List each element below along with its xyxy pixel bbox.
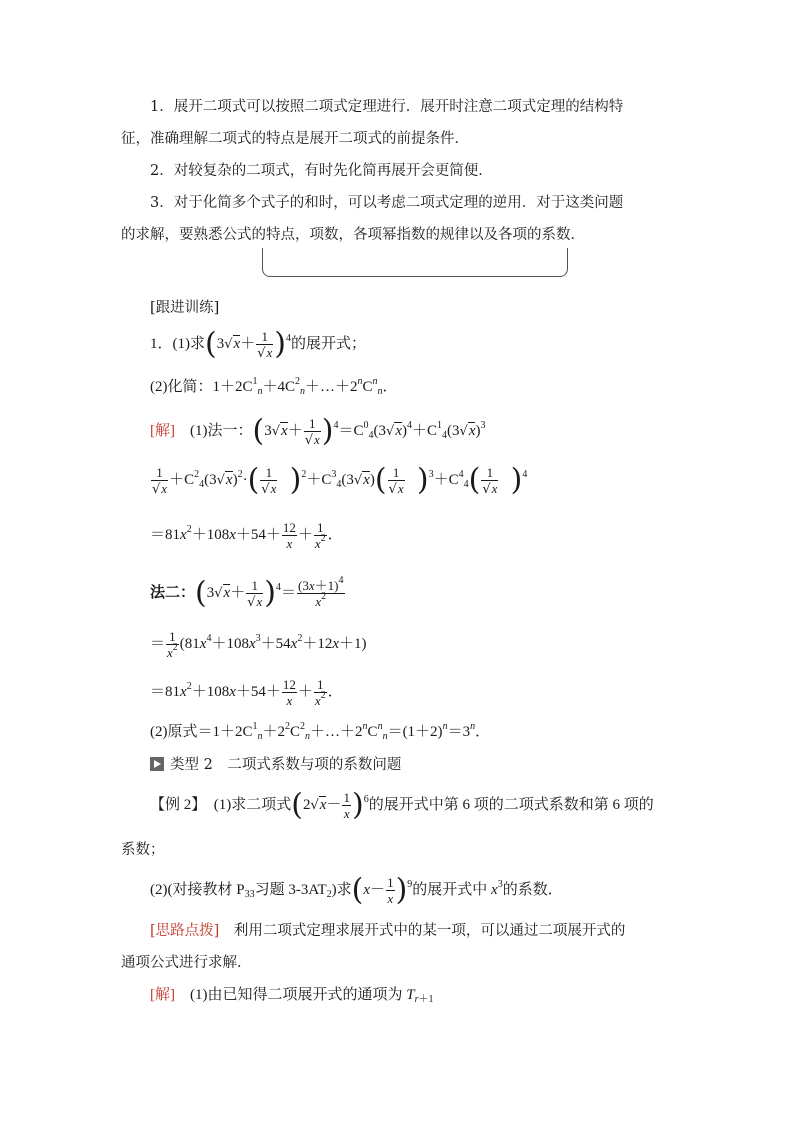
solution-method2: 法二：(3√x＋ $\frac{1}{√x}$ )$^4$＝ $\frac{(3x+1)^4}{x^2}$ — [150, 575, 344, 611]
solution-method1-line2: $\frac{1}{√x}$ $+C^2_4(3√x)^2\cdot$( $\frac{1}{√x}$ )$^2+C^3_4(3√x)$( $\frac{1}{√x}$ )$^3+C^4_4$( $\frac{1}{√x}$ )$^4$ — [152, 462, 528, 498]
example-q1: 【例 2】 (1)求二项式(2√x－ $\frac{1}{x}$ )$^6$的展开式中第 6 项的二项式系数和第 6 项的 — [150, 787, 654, 823]
solution-method2-result: $=81x^2+108x+54+$ $\frac{12}{x}$ ＋ $\frac{1}{x^2}$ ． — [150, 677, 343, 709]
example-tag: 【例 2】 — [150, 797, 199, 813]
summary-p1-line2: 征，准确理解二项式的特点是展开二项式的前提条件． — [121, 131, 469, 147]
training-q1-prefix: 1．(1)求 — [150, 336, 205, 352]
training-q1: 1．(1)求(3√x＋ $\frac{1}{√x}$ )$^4$的展开式； — [150, 326, 367, 362]
summary-bracket — [262, 248, 568, 277]
solution-part2: (2)原式$=1+2C^1_n+2^2C^2_n+\dots+2^nC^n_n=(1+2)^n=3^n$． — [150, 721, 491, 742]
solution-method2-line2: ＝ $\frac{1}{x^2}$ $(81x^4+108x^3+54x^2+12x+1)$ — [150, 629, 367, 661]
summary-p3-line1: 3．对于化简多个式子的和时，可以考虑二项式定理的逆用．对于这类问题 — [150, 195, 624, 211]
example-solution-tag: [解] — [150, 987, 175, 1003]
section-title: 类型 2 二项式系数与项的系数问题 — [170, 757, 402, 773]
example-hint-line2: 通项公式进行求解． — [121, 955, 252, 971]
solution-method1-result: $=81x^2+108x+54+$ $\frac{12}{x}$ ＋ $\frac{1}{x^2}$ ． — [150, 520, 343, 552]
hint-tag: [思路点拨] — [150, 923, 220, 939]
section-header — [150, 755, 401, 775]
training-q2: (2)化简：$1+2C^1_n+4C^2_n+\dots+2^nC^n_n$． — [150, 376, 398, 397]
summary-p1-line1: 1．展开二项式可以按照二项式定理进行．展开时注意二项式定理的结构特 — [150, 99, 624, 115]
training-label: [跟进训练] — [150, 300, 220, 316]
solution-method1: [解] (1)法一：(3√x＋ $\frac{1}{√x}$ )$^4=C^0_4(3√x)^4+C^1_4(3√x)^3$ — [150, 413, 486, 449]
example-solution: [解] (1)由已知得二项展开式的通项为 $T_{r+1}$ — [150, 987, 434, 1005]
example-q1-line2: 系数； — [121, 842, 165, 858]
summary-p3-line2: 的求解，要熟悉公式的特点，项数，各项幂指数的规律以及各项的系数． — [121, 227, 585, 243]
training-q1-suffix: 的展开式； — [291, 336, 367, 352]
summary-p2: 2．对较复杂的二项式，有时先化简再展开会更简便． — [150, 163, 493, 179]
solution-tag: [解] — [150, 423, 175, 439]
example-q2: (2)(对接教材 $P_{33}$习题 $3-3AT_2$)求(x－ $\frac{1}{x}$ )$^9$的展开式中 $x^3$的系数． — [150, 872, 563, 908]
play-icon — [150, 757, 164, 771]
example-hint-line1: [思路点拨] 利用二项式定理求展开式中的某一项，可以通过二项展开式的 — [150, 923, 626, 939]
